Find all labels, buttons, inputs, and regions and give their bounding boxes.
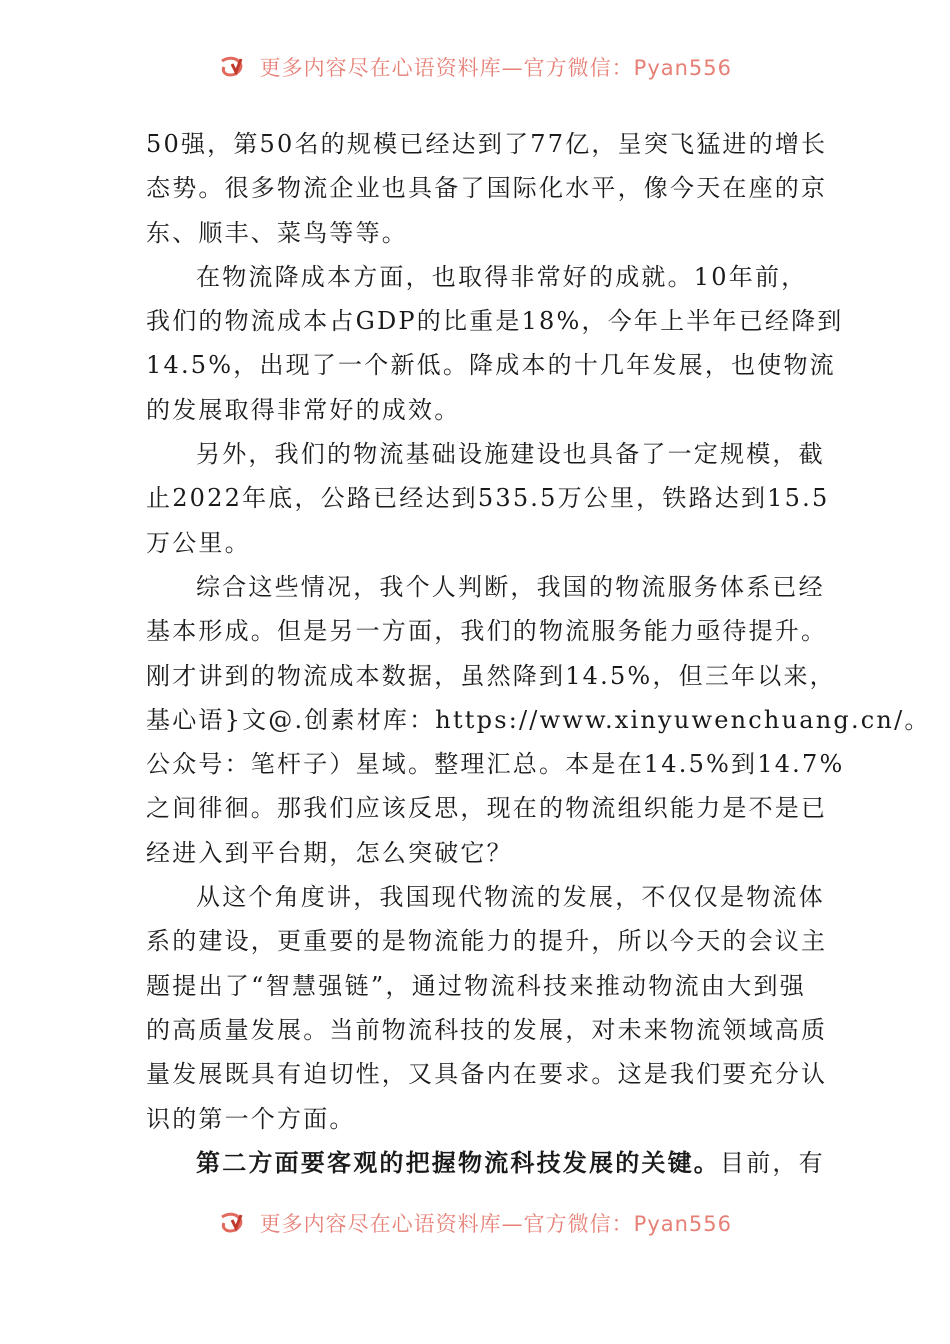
text-line: 之间徘徊。那我们应该反思，现在的物流组织能力是不是已 (146, 794, 828, 823)
text-line: 从这个角度讲，我国现代物流的发展，不仅仅是物流体 (196, 883, 825, 912)
section-heading: 第二方面要客观的把握物流科技发展的关键。 (196, 1147, 720, 1177)
watermark-text: 更多内容尽在心语资料库—官方微信：Pyan556 (259, 56, 733, 80)
text-line: 题提出了“智慧强链”，通过物流科技来推动物流由大到强 (146, 971, 806, 1000)
text-line: 综合这些情况，我个人判断，我国的物流服务体系已经 (196, 572, 825, 601)
text-line: 在物流降成本方面，也取得非常好的成就。10年前， (196, 262, 808, 291)
text-line: 量发展既具有迫切性，又具备内在要求。这是我们要充分认 (146, 1060, 828, 1089)
text-line: 50强，第50名的规模已经达到了77亿，呈突飞猛进的增长 (146, 130, 828, 158)
text-line: 另外，我们的物流基础设施建设也具备了一定规模，截 (196, 440, 825, 469)
text-line: 公众号：笔杆子）星域。整理汇总。本是在14.5%到14.7% (146, 750, 845, 779)
text-line: 基本形成。但是另一方面，我们的物流服务能力亟待提升。 (146, 617, 828, 646)
text-line: 系的建设，更重要的是物流能力的提升，所以今天的会议主 (146, 927, 828, 956)
text-line: 我们的物流成本占GDP的比重是18%，今年上半年已经降到 (146, 307, 844, 336)
watermark-text: 更多内容尽在心语资料库—官方微信：Pyan556 (259, 1212, 733, 1236)
text-line: 止2022年底，公路已经达到535.5万公里，铁路达到15.5 (146, 484, 830, 513)
text-line: 东、顺丰、菜鸟等等。 (146, 218, 408, 247)
text-line: 万公里。 (146, 528, 251, 557)
text-fragment: 目前，有 (720, 1148, 825, 1177)
text-line: 的高质量发展。当前物流科技的发展，对未来物流领域高质 (146, 1015, 828, 1044)
header-watermark (0, 52, 950, 92)
footer-watermark (0, 1208, 950, 1248)
text-line: 基心语}文@.创素材库：https://www.xinyuwenchuang.cn/。 (146, 705, 931, 734)
section-heading-line (146, 1141, 825, 1185)
text-line: 态势。很多物流企业也具备了国际化水平，像今天在座的京 (146, 174, 828, 203)
logo-icon (218, 55, 248, 79)
text-line: 识的第一个方面。 (146, 1104, 356, 1133)
logo-icon (218, 1211, 248, 1235)
text-line: 刚才讲到的物流成本数据，虽然降到14.5%，但三年以来， (146, 661, 836, 690)
text-line: 经进入到平台期，怎么突破它？ (146, 838, 513, 867)
text-line: 的发展取得非常好的成效。 (146, 395, 461, 424)
text-line: 14.5%，出现了一个新低。降成本的十几年发展，也使物流 (146, 351, 836, 380)
document-body (146, 122, 931, 1185)
